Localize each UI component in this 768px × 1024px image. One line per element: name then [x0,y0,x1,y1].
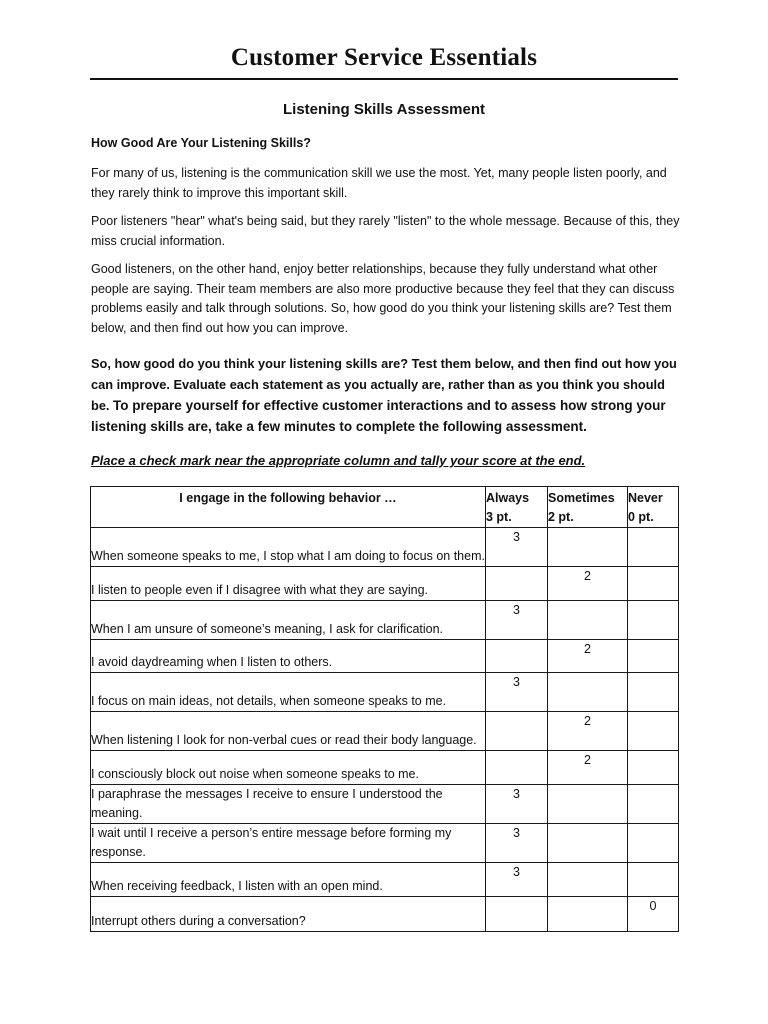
behavior-cell: When listening I look for non-verbal cues or read their body language. [91,712,486,751]
always-score-cell[interactable] [486,751,548,785]
never-score-cell[interactable] [628,673,679,712]
table-row [91,824,679,863]
sometimes-header-points: 2 pt. [548,510,574,524]
instructions-head: So, how good do you think your listening skills are? Test them below, and then find out how you can improve. Evaluate each statement as you actually are, rather than as you think you should be. [91,356,677,413]
intro-question: How Good Are Your Listening Skills? [91,136,311,150]
never-column-header [628,487,679,528]
always-score-cell[interactable]: 3 [486,863,548,897]
assessment-instructions-paragraph [91,353,681,437]
section-subtitle: Listening Skills Assessment [282,101,486,118]
sometimes-score-cell[interactable] [548,785,628,824]
sometimes-score-cell[interactable] [548,601,628,640]
sometimes-score-cell[interactable] [548,673,628,712]
instructions-tail: To prepare yourself for effective customer interactions and to assess how strong your listening skills are, take a few minutes to complete the following assessment. [91,398,666,434]
sometimes-score-cell[interactable] [548,528,628,567]
behavior-cell: I paraphrase the messages I receive to ensure I understood the meaning. [91,785,486,824]
sometimes-score-cell[interactable]: 2 [548,751,628,785]
sometimes-score-cell[interactable] [548,863,628,897]
document-title: Customer Service Essentials [230,44,538,71]
always-column-header [486,487,548,528]
behavior-cell: I avoid daydreaming when I listen to others. [91,640,486,673]
sometimes-score-cell[interactable] [548,824,628,863]
table-row [91,712,679,751]
always-score-cell[interactable] [486,897,548,932]
sometimes-score-cell[interactable]: 2 [548,712,628,751]
behavior-column-header: I engage in the following behavior … [91,487,486,528]
never-score-cell[interactable] [628,863,679,897]
never-score-cell[interactable] [628,640,679,673]
assessment-table [90,486,679,932]
intro-paragraph-3: Good listeners, on the other hand, enjoy better relationships, because they fully understand what other people are saying. Their team members are also more productive because they feel that they can discuss problems easily and talk through solutions. So, how good do you think your listening skills are? Test them below, and then find out how you can improve. [91,262,675,335]
sometimes-header-label: Sometimes [548,491,615,505]
never-header-label: Never [628,491,663,505]
always-header-label: Always [486,491,530,505]
behavior-cell: Interrupt others during a conversation? [91,897,486,932]
table-row [91,528,679,567]
never-score-cell[interactable] [628,567,679,601]
table-row [91,863,679,897]
never-header-points: 0 pt. [628,510,654,524]
always-score-cell[interactable]: 3 [486,528,548,567]
never-score-cell[interactable] [628,785,679,824]
table-row [91,673,679,712]
always-score-cell[interactable]: 3 [486,824,548,863]
title-underline [90,78,678,80]
always-score-cell[interactable] [486,640,548,673]
table-row [91,897,679,932]
always-score-cell[interactable]: 3 [486,673,548,712]
behavior-cell: When I am unsure of someone’s meaning, I ask for clarification. [91,601,486,640]
table-row [91,785,679,824]
always-score-cell[interactable] [486,712,548,751]
never-score-cell[interactable] [628,824,679,863]
behavior-cell: I focus on main ideas, not details, when someone speaks to me. [91,673,486,712]
intro-paragraph-1: For many of us, listening is the communication skill we use the most. Yet, many people listen poorly, and they rarely think to improve this important skill. [91,166,667,200]
never-score-cell[interactable]: 0 [628,897,679,932]
behavior-cell: I wait until I receive a person’s entire message before forming my response. [91,824,486,863]
always-score-cell[interactable]: 3 [486,601,548,640]
never-score-cell[interactable] [628,601,679,640]
table-header-row [91,487,679,528]
always-header-points: 3 pt. [486,510,512,524]
behavior-cell: When receiving feedback, I listen with an open mind. [91,863,486,897]
sometimes-column-header [548,487,628,528]
table-row [91,601,679,640]
table-row [91,640,679,673]
behavior-cell: I consciously block out noise when someone speaks to me. [91,751,486,785]
always-score-cell[interactable] [486,567,548,601]
sometimes-score-cell[interactable] [548,897,628,932]
table-row [91,567,679,601]
sometimes-score-cell[interactable]: 2 [548,640,628,673]
sometimes-score-cell[interactable]: 2 [548,567,628,601]
never-score-cell[interactable] [628,528,679,567]
always-score-cell[interactable]: 3 [486,785,548,824]
table-row [91,751,679,785]
never-score-cell[interactable] [628,751,679,785]
behavior-cell: When someone speaks to me, I stop what I am doing to focus on them. [91,528,486,567]
never-score-cell[interactable] [628,712,679,751]
intro-paragraph-2: Poor listeners "hear" what's being said, but they rarely "listen" to the whole message. Because of this, they miss crucial information. [91,214,680,248]
check-mark-instruction: Place a check mark near the appropriate column and tally your score at the end. [91,453,586,468]
behavior-cell: I listen to people even if I disagree with what they are saying. [91,567,486,601]
